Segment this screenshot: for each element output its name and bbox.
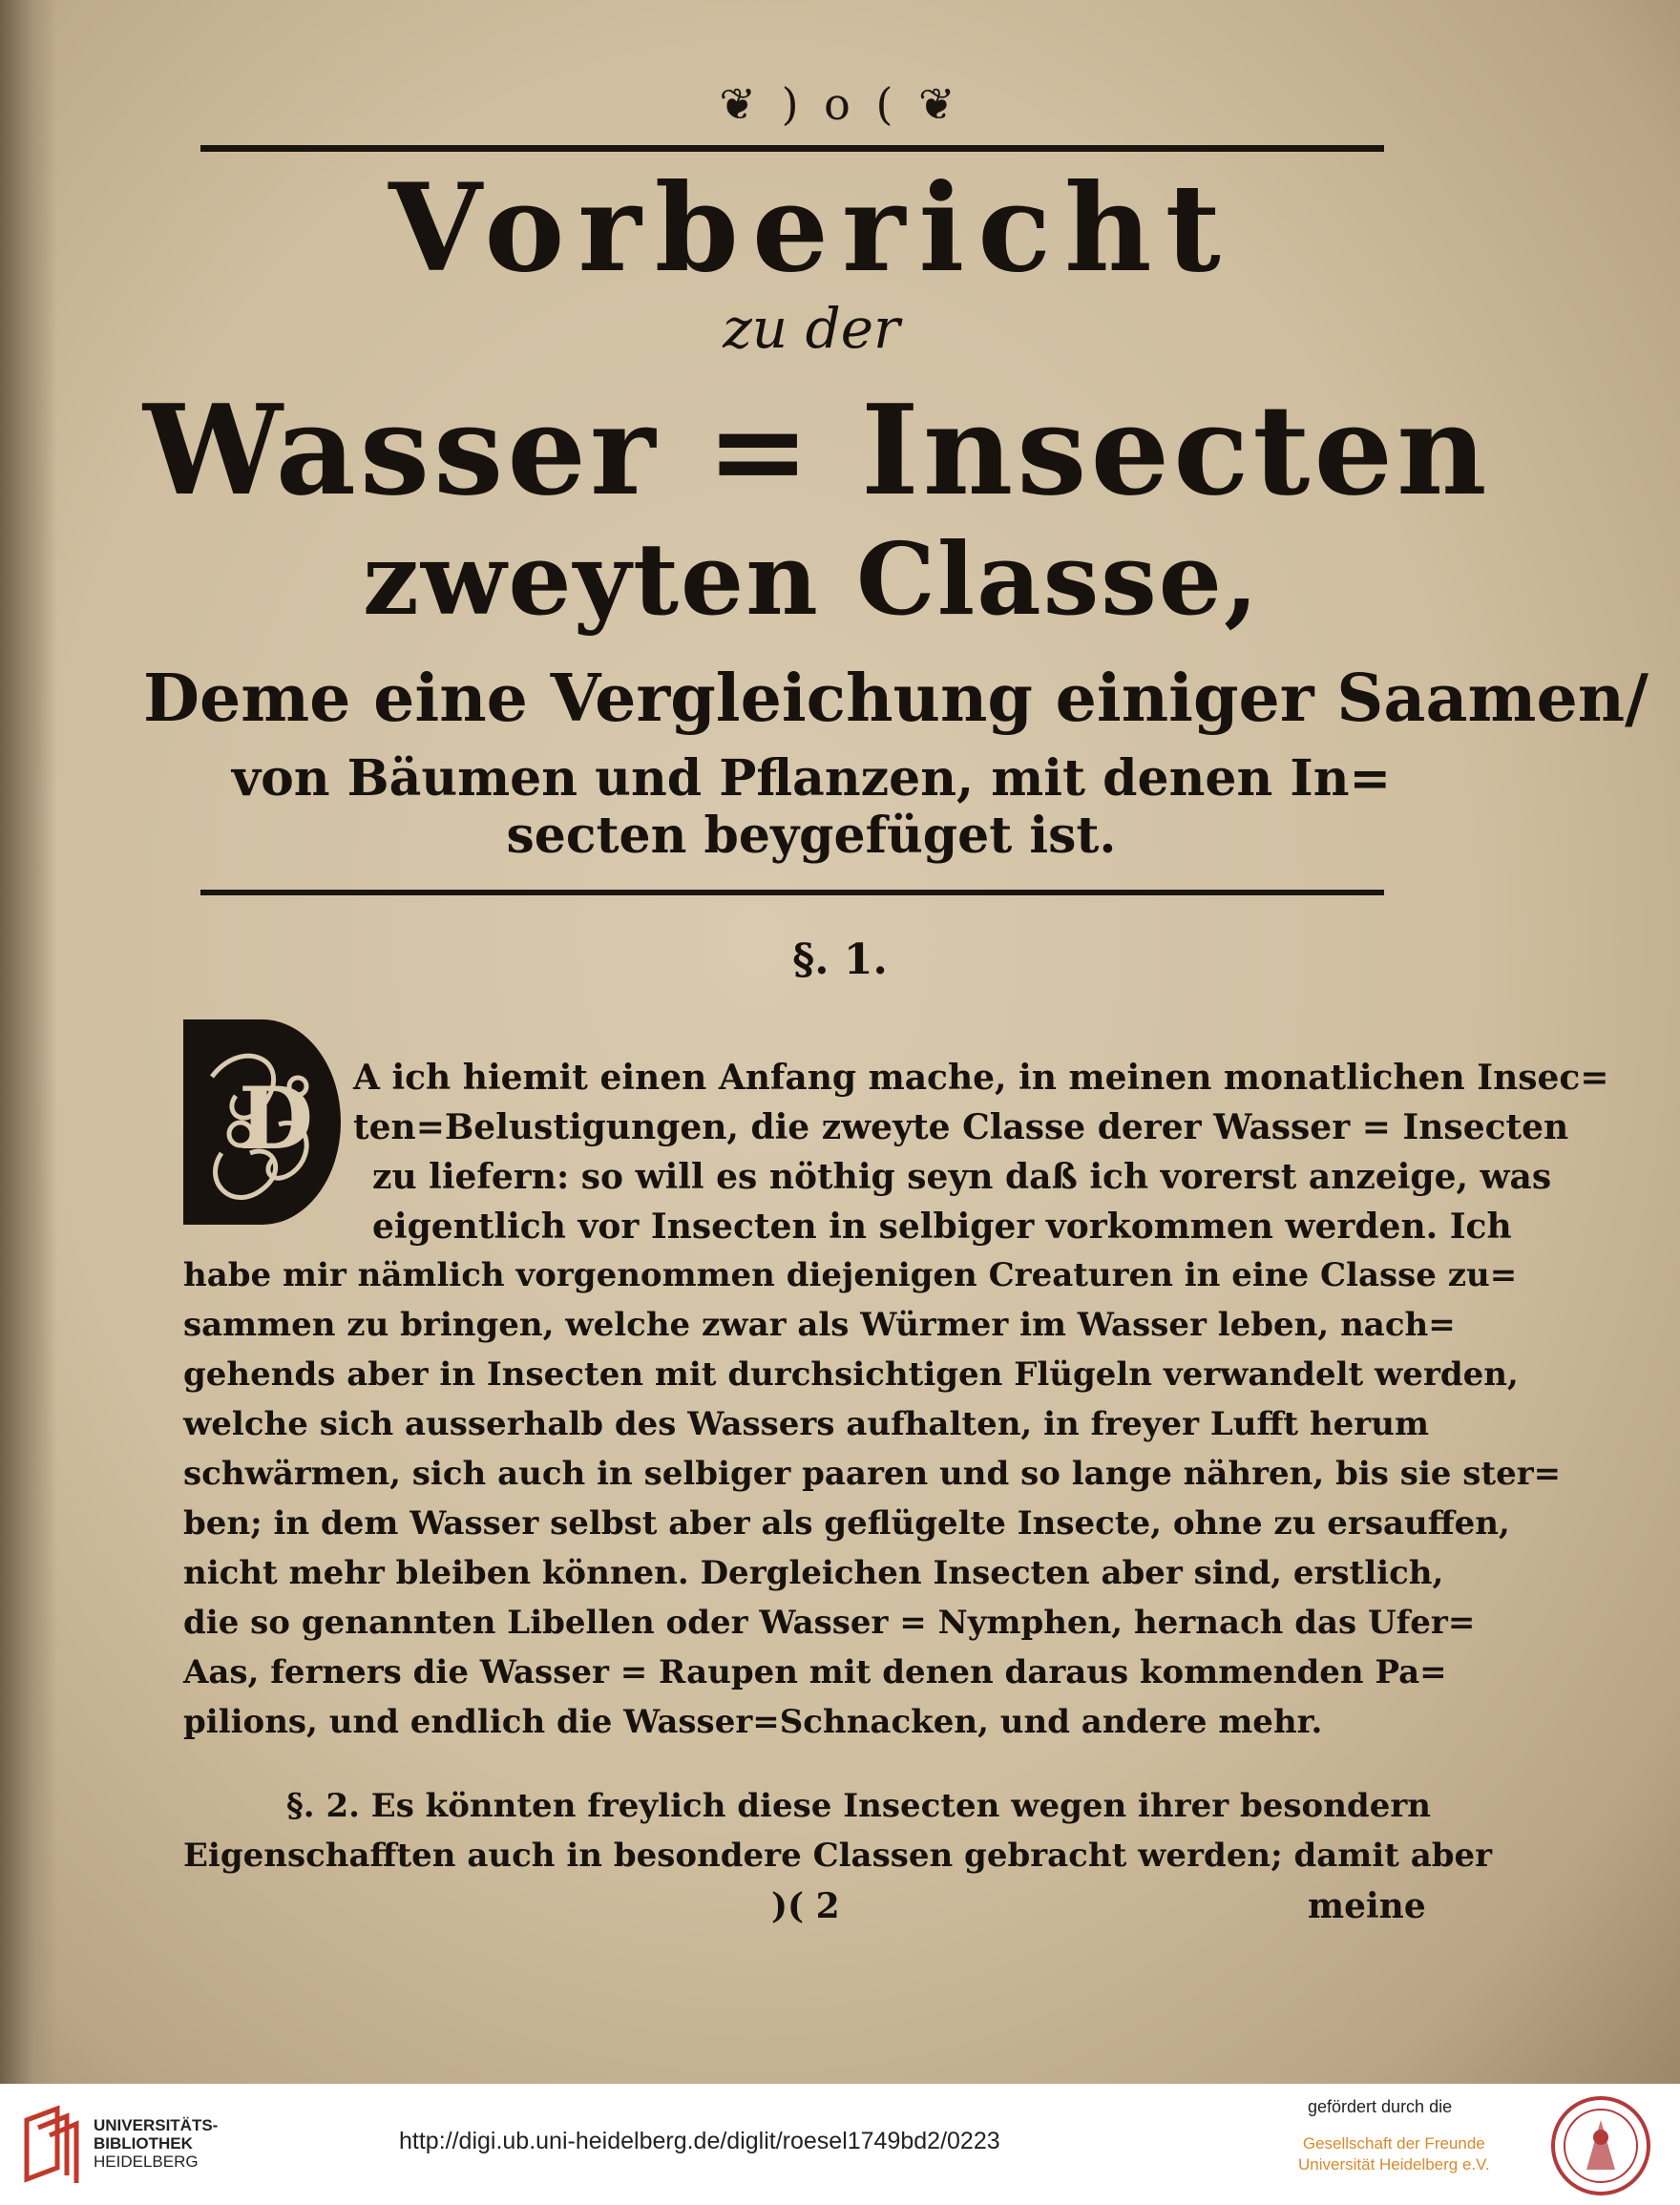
section-1-line: nicht mehr bleiben können. Dergleichen Insecten aber sind, erstlich,	[183, 1554, 1444, 1592]
section-1-line: gehends aber in Insecten mit durchsichtigen Flügeln verwandelt werden,	[183, 1355, 1519, 1394]
section-1-line: eigentlich vor Insecten in selbiger vorkommen werden. Ich	[372, 1207, 1512, 1247]
university-library-name: UNIVERSITÄTS- BIBLIOTHEK HEIDELBERG	[94, 2116, 219, 2171]
section-1-line: schwärmen, sich auch in selbiger paaren und so lange nähren, bis sie ster=	[183, 1455, 1562, 1493]
book-gutter-shadow	[0, 0, 57, 2084]
section-1-line: zu liefern: so will es nöthig seyn daß ich vorerst anzeige, was	[372, 1157, 1552, 1197]
section-1-line: ben; in dem Wasser selbst aber als geflügelte Insecte, ohne zu ersauffen,	[183, 1504, 1510, 1543]
permalink-url[interactable]: http://digi.ub.uni-heidelberg.de/diglit/roesel1749bd2/0223	[399, 2128, 1000, 2154]
section-1-line: Aas, ferners die Wasser = Raupen mit denen daraus kommenden Pa=	[183, 1653, 1447, 1691]
section-1-line: pilions, und endlich die Wasser=Schnacken, und andere mehr.	[183, 1703, 1323, 1741]
middle-rule	[200, 890, 1384, 895]
title-zweyten-classe: zweyten Classe,	[362, 520, 1261, 638]
page-header-ornament: ❦ ) o ( ❦	[719, 78, 961, 130]
top-rule	[200, 145, 1384, 152]
sponsor-name[interactable]: Gesellschaft der Freunde Universität Heidelberg e.V.	[1298, 2134, 1490, 2174]
section-2-line: Eigenschafften auch in besondere Classen gebracht werden; damit aber	[183, 1837, 1493, 1875]
section-1-mark: §. 1.	[792, 935, 888, 984]
university-library-logo-icon[interactable]	[17, 2101, 86, 2193]
section-1-line: die so genannten Libellen oder Wasser = Nymphen, hernach das Ufer=	[183, 1604, 1476, 1642]
title-vorbericht: Vorbericht	[388, 158, 1234, 299]
viewer-footer	[0, 2084, 1680, 2205]
section-2-line: §. 2. Es könnten freylich diese Insecten wegen ihrer besondern	[286, 1787, 1431, 1825]
svg-text:D: D	[239, 1068, 314, 1169]
university-seal-icon[interactable]	[1548, 2093, 1653, 2202]
section-1-line: A ich hiemit einen Anfang mache, in meinen monatlichen Insec=	[353, 1058, 1609, 1098]
title-wasser-insecten: Wasser = Insecten	[143, 377, 1491, 523]
title-zu-der: zu der	[723, 296, 900, 361]
signature-mark: )( 2	[771, 1886, 840, 1926]
catchword: meine	[1308, 1886, 1426, 1926]
subtitle-line-2: von Bäumen und Pflanzen, mit denen In=	[231, 749, 1392, 808]
decorated-initial	[183, 1019, 341, 1225]
section-1-line: habe mir nämlich vorgenommen diejenigen Creaturen in eine Classe zu=	[183, 1256, 1518, 1294]
sponsor-prefix: gefördert durch die	[1308, 2097, 1453, 2116]
section-1-line: sammen zu bringen, welche zwar als Würmer im Wasser leben, nach=	[183, 1306, 1456, 1344]
subtitle-line-1: Deme eine Vergleichung einiger Saamen/	[143, 661, 1649, 737]
section-1-line: ten=Belustigungen, die zweyte Classe derer Wasser = Insecten	[353, 1107, 1569, 1147]
section-1-line: welche sich ausserhalb des Wassers aufhalten, in freyer Lufft herum	[183, 1405, 1429, 1443]
subtitle-line-3: secten beygefüget ist.	[506, 807, 1117, 865]
